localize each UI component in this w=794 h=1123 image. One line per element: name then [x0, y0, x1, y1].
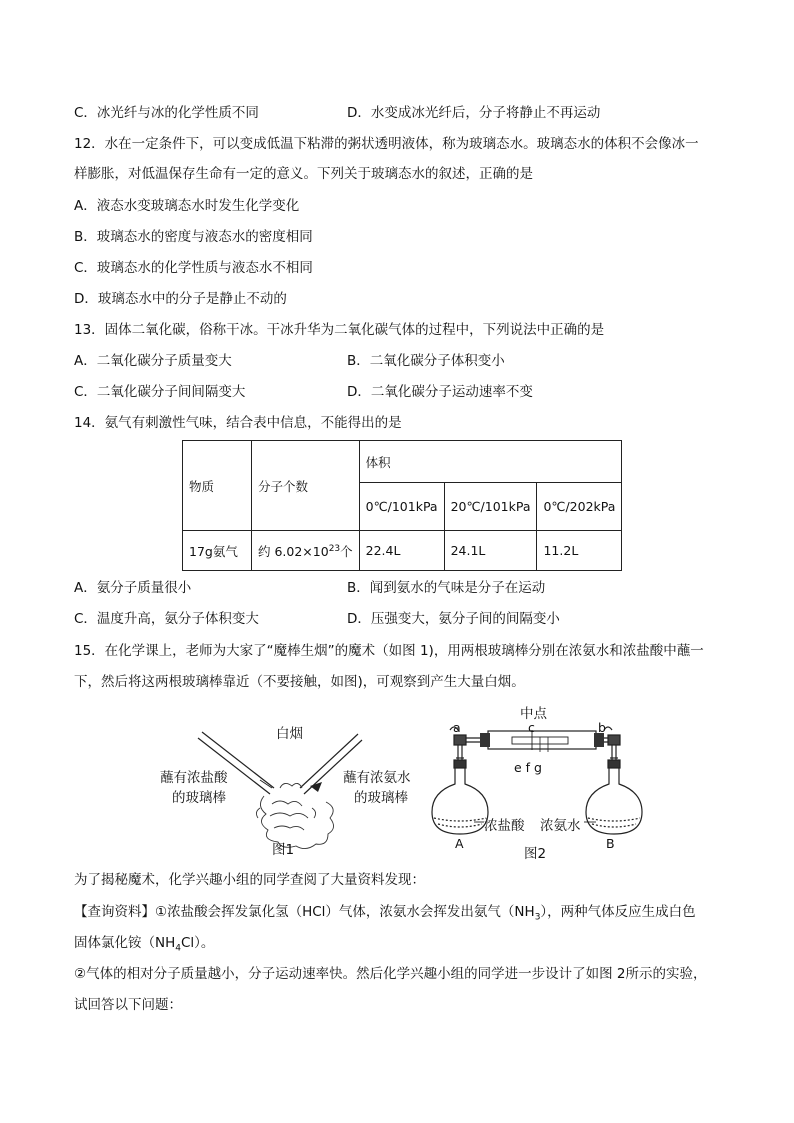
info-line1-part-a: 【查询资料】①浓盐酸会挥发氯化氢（HCl）气体，浓氨水会挥发出氨气（NH — [74, 904, 535, 920]
fig2-flask-a-label: A — [455, 836, 464, 851]
molecules-suffix: 个 — [340, 543, 353, 559]
q11-option-c: C．冰光纤与冰的化学性质不同 — [74, 105, 259, 121]
fig1-left-label-2: 的玻璃棒 — [172, 790, 226, 806]
fig1-caption: 图1 — [272, 842, 295, 858]
q12-option-c: C．玻璃态水的化学性质与液态水不相同 — [74, 260, 313, 276]
q13-stem: 13．固体二氧化碳，俗称干冰。干冰升华为二氧化碳气体的过程中，下列说法中正确的是 — [74, 322, 605, 338]
q12-option-a: A．液态水变玻璃态水时发生化学变化 — [74, 198, 300, 214]
table-header-substance: 物质 — [183, 441, 252, 531]
q15-stem-line1: 15．在化学课上，老师为大家了“魔棒生烟”的魔术（如图 1)，用两根玻璃棒分别在浓氨水和浓盐酸中蘸一 — [74, 643, 704, 659]
fig2-label-c: c — [528, 720, 535, 735]
q14-option-d: D．压强变大，氨分子间的间隔变小 — [347, 611, 560, 627]
table-cond-2: 20℃/101kPa — [444, 483, 537, 531]
info-line2-part-b: Cl）。 — [180, 935, 215, 951]
info-line2-part-a: 固体氯化铵（NH — [74, 935, 176, 951]
table-cell-v1: 22.4L — [359, 531, 444, 571]
q14-option-b: B．闻到氨水的气味是分子在运动 — [347, 580, 546, 596]
q13-option-c: C．二氧化碳分子间间隔变大 — [74, 384, 246, 400]
glass-tube — [480, 730, 604, 752]
fig2-caption: 图2 — [524, 846, 547, 862]
table-header-volume: 体积 — [359, 441, 622, 483]
q12-stem-line1: 12．水在一定条件下，可以变成低温下粘滞的粥状透明液体，称为玻璃态水。玻璃态水的体积不会像冰一 — [74, 136, 699, 152]
q13-option-b: B．二氧化碳分子体积变小 — [347, 353, 505, 369]
q14-data-table — [182, 440, 622, 571]
table-cond-3: 0℃/202kPa — [537, 483, 622, 531]
flask-b — [586, 760, 642, 834]
q15-info-line1 — [74, 902, 696, 922]
q15-intro: 为了揭秘魔术，化学兴趣小组的同学查阅了大量资料发现： — [74, 872, 425, 888]
q14-option-a: A．氨分子质量很小 — [74, 580, 192, 596]
q15-info-line3: ②气体的相对分子质量越小，分子运动速率快。然后化学兴趣小组的同学进一步设计了如图 2所示的实验， — [74, 966, 707, 982]
table-cell-v3: 11.2L — [537, 531, 622, 571]
info-line2-subscript: 4 — [175, 943, 181, 954]
q14-stem: 14．氨气有刺激性气味，结合表中信息，不能得出的是 — [74, 415, 402, 431]
q15-info-line2 — [74, 933, 214, 953]
info-line1-subscript: 3 — [534, 912, 541, 923]
fig2-right-liquid-label: 浓氨水 — [540, 818, 581, 834]
q13-option-a: A．二氧化碳分子质量变大 — [74, 353, 232, 369]
table-cell-v2: 24.1L — [444, 531, 537, 571]
info-line1-part-b: ），两种气体反应生成白色 — [540, 904, 696, 920]
fig2-left-liquid-label: 浓盐酸 — [484, 818, 525, 834]
fig2-midpoint-label: 中点 — [520, 706, 547, 722]
q12-stem-line2: 样膨胀，对低温保存生命有一定的意义。下列关于玻璃态水的叙述，正确的是 — [74, 166, 533, 182]
table-cell-substance: 17g氨气 — [183, 531, 252, 571]
molecules-prefix: 约 6.02×10 — [258, 543, 329, 559]
q13-option-d: D．二氧化碳分子运动速率不变 — [347, 384, 533, 400]
fig2-label-efg: e f g — [514, 760, 542, 775]
fig2-label-b: b — [598, 720, 606, 735]
fig1-right-label-1: 蘸有浓氨水 — [343, 770, 411, 786]
q11-option-d: D．水变成冰光纤后，分子将静止不再运动 — [347, 105, 601, 121]
q12-option-d: D．玻璃态水中的分子是静止不动的 — [74, 291, 287, 307]
table-cond-1: 0℃/101kPa — [359, 483, 444, 531]
table-cell-molecules — [252, 531, 360, 571]
q12-option-b: B．玻璃态水的密度与液态水的密度相同 — [74, 229, 313, 245]
fig1-right-label-2: 的玻璃棒 — [354, 790, 408, 806]
molecules-exponent: 23 — [328, 543, 341, 554]
white-smoke-cloud — [256, 783, 333, 848]
q15-stem-line2: 下，然后将这两根玻璃棒靠近（不要接触，如图)，可观察到产生大量白烟。 — [74, 674, 525, 690]
fig1-left-label-1: 蘸有浓盐酸 — [160, 770, 228, 786]
flask-a — [432, 760, 488, 834]
fig2-label-a: a — [453, 720, 461, 735]
fig2-flask-b-label: B — [606, 836, 615, 851]
q15-info-line4: 试回答以下问题： — [74, 997, 182, 1013]
table-header-molecules: 分子个数 — [252, 441, 360, 531]
right-connector-tube — [604, 727, 620, 760]
q14-option-c: C．温度升高，氨分子体积变大 — [74, 611, 259, 627]
fig1-smoke-label: 白烟 — [276, 726, 303, 742]
